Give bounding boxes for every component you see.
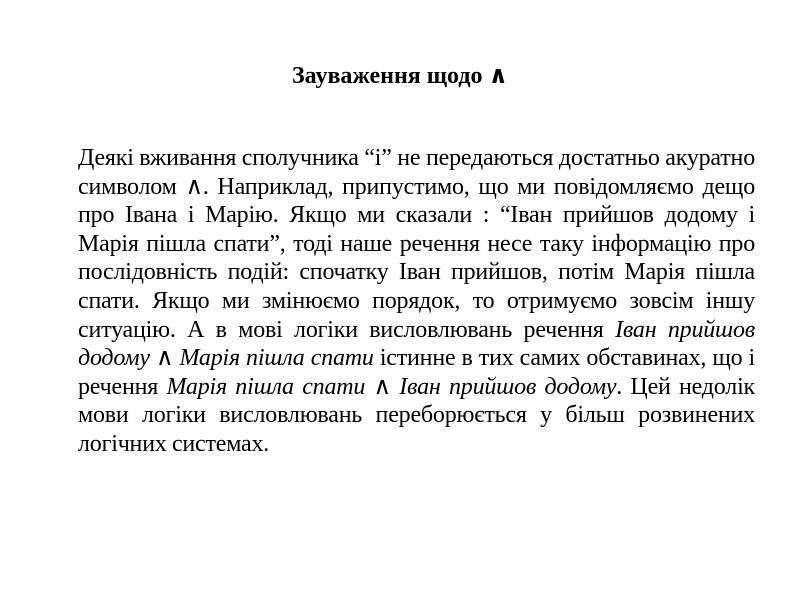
body-text-segment: . Цей недолік мови логіки висловлювань переборюється у більш розвинених логічних системах.	[78, 373, 755, 457]
body-text-segment: істинне в тих самих обставинах, що і речення	[78, 345, 755, 400]
body-paragraph	[78, 144, 755, 459]
body-italic-example-2: Марія пішла спати ∧ Іван прийшов додому	[166, 373, 617, 400]
body-text-segment: Деякі вживання сполучника “і” не передаються достатньо акуратно символом ∧. Наприклад, припустимо, що ми повідомляємо дещо про Івана і Марію. Якщо ми сказали : “Іван прийшов додому і Марія пішла спати”, тоді наше речення несе таку інформацію про послідовність подій: спочатку Іван прийшов, потім Марія пішла спати. Якщо ми змінюємо порядок, то отримуємо зовсім іншу ситуацію. А в мові логіки висловлювань речення	[78, 145, 755, 343]
body-italic-example-1: Іван прийшов додому ∧ Марія пішла спати	[78, 316, 755, 372]
slide-title: Зауваження щодо ∧	[292, 63, 508, 89]
